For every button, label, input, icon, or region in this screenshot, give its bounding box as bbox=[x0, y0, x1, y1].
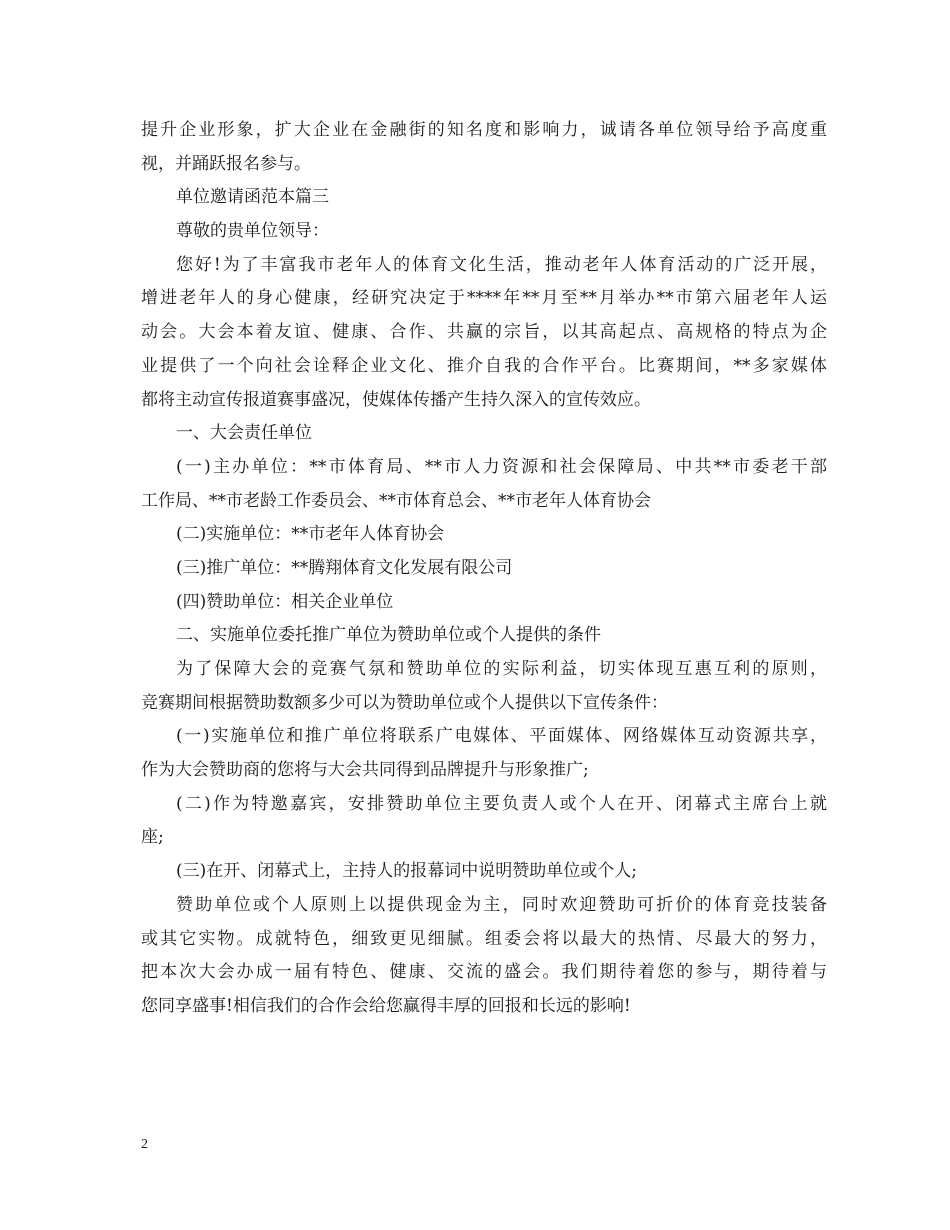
text-line: (四)赞助单位：相关企业单位 bbox=[176, 591, 394, 612]
text-line: 您同享盛事!相信我们的合作会给您赢得丰厚的回报和长远的影响! bbox=[141, 995, 631, 1016]
text-line: 竞赛期间根据赞助数额多少可以为赞助单位或个人提供以下宣传条件： bbox=[141, 692, 668, 713]
text-line: (三)推广单位：**腾翔体育文化发展有限公司 bbox=[176, 557, 513, 578]
text-line: 二、实施单位委托推广单位为赞助单位或个人提供的条件 bbox=[176, 625, 601, 646]
text-line: (二)实施单位：**市老年人体育协会 bbox=[176, 524, 445, 545]
text-line: (三)在开、闭幕式上，主持人的报幕词中说明赞助单位或个人; bbox=[176, 861, 637, 882]
text-line: 作为大会赞助商的您将与大会共同得到品牌提升与形象推广; bbox=[141, 760, 589, 781]
text-line: (二)作为特邀嘉宾，安排赞助单位主要负责人或个人在开、闭幕式主席台上就 bbox=[176, 793, 827, 814]
document-body bbox=[141, 114, 827, 1024]
text-line: 增进老年人的身心健康，经研究决定于****年**月至**月举办**市第六届老年人运 bbox=[141, 288, 827, 309]
text-line: 都将主动宣传报道赛事盛况，使媒体传播产生持久深入的宣传效应。 bbox=[141, 389, 651, 410]
text-line: 提升企业形象，扩大企业在金融街的知名度和影响力，诚请各单位领导给予高度重 bbox=[141, 120, 827, 140]
text-line: (一)主办单位：**市体育局、**市人力资源和社会保障局、中共**市委老干部 bbox=[176, 456, 827, 477]
text-line: 业提供了一个向社会诠释企业文化、推介自我的合作平台。比赛期间，**多家媒体 bbox=[141, 355, 827, 376]
text-line: (一)实施单位和推广单位将联系广电媒体、平面媒体、网络媒体互动资源共享， bbox=[176, 726, 827, 747]
text-line: 座; bbox=[141, 827, 164, 848]
text-line: 您好!为了丰富我市老年人的体育文化生活，推动老年人体育活动的广泛开展， bbox=[176, 254, 827, 275]
text-line: 把本次大会办成一届有特色、健康、交流的盛会。我们期待着您的参与，期待着与 bbox=[141, 962, 827, 983]
text-line: 单位邀请函范本篇三 bbox=[176, 187, 329, 208]
text-line: 赞助单位或个人原则上以提供现金为主，同时欢迎赞助可折价的体育竞技装备 bbox=[176, 894, 827, 915]
text-line: 为了保障大会的竞赛气氛和赞助单位的实际利益，切实体现互惠互利的原则， bbox=[176, 659, 827, 679]
page-number: 2 bbox=[141, 1137, 148, 1152]
text-line: 一、大会责任单位 bbox=[176, 423, 312, 444]
text-line: 尊敬的贵单位领导： bbox=[176, 221, 329, 242]
text-line: 动会。大会本着友谊、健康、合作、共赢的宗旨，以其高起点、高规格的特点为企 bbox=[141, 322, 827, 343]
text-line: 或其它实物。成就特色，细致更见细腻。组委会将以最大的热情、尽最大的努力， bbox=[141, 928, 827, 949]
text-line: 视，并踊跃报名参与。 bbox=[141, 153, 311, 174]
text-line: 工作局、**市老龄工作委员会、**市体育总会、**市老年人体育协会 bbox=[141, 490, 651, 511]
